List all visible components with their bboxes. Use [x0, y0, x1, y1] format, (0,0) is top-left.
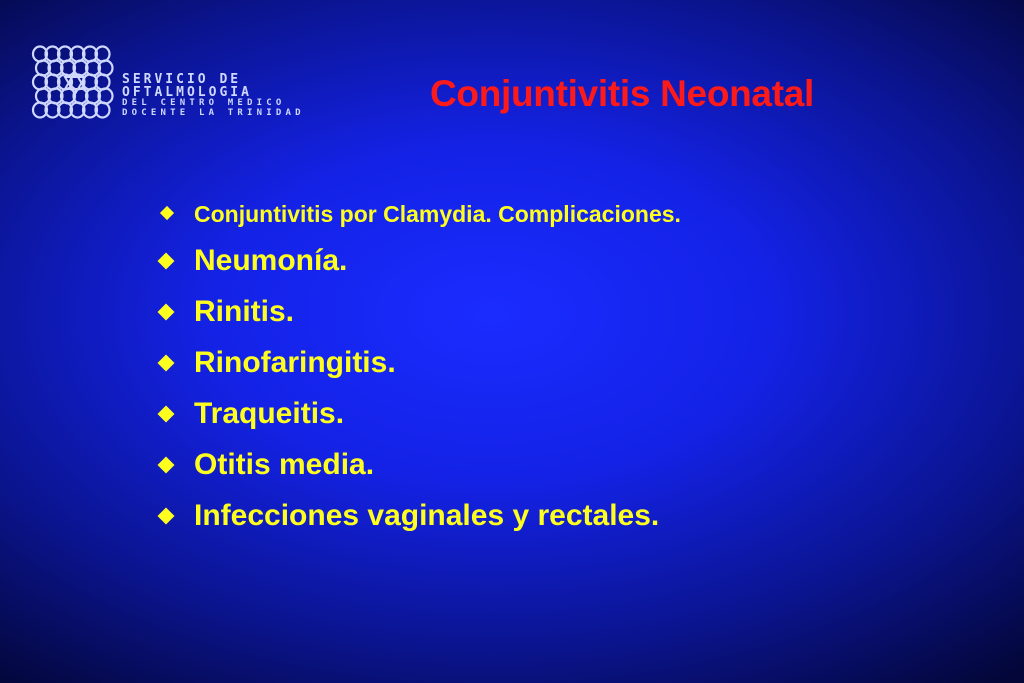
- slide-title: Conjuntivitis Neonatal: [430, 73, 814, 114]
- diamond-bullet-icon: [158, 355, 175, 372]
- bullet-text: Traqueitis.: [194, 397, 345, 430]
- logo-text: [122, 73, 305, 119]
- logo-line-2: OFTALMOLOGIA: [122, 85, 252, 100]
- bullet-item: [160, 289, 681, 340]
- logo-eye-rings-icon: [30, 45, 120, 125]
- bullet-text: Conjuntivitis por Clamydia. Complicaciones.: [194, 201, 681, 227]
- diamond-bullet-icon: [158, 406, 175, 423]
- bullet-text: Infecciones vaginales y rectales.: [194, 499, 660, 532]
- logo-line-1: SERVICIO DE: [122, 72, 242, 87]
- bullet-item: [160, 391, 681, 442]
- logo: [30, 45, 330, 125]
- bullet-item: [160, 442, 681, 493]
- diamond-bullet-icon: [158, 304, 175, 321]
- bullet-text: Rinofaringitis.: [194, 346, 396, 379]
- diamond-bullet-icon: [160, 206, 174, 220]
- bullet-list: [160, 192, 681, 544]
- diamond-bullet-icon: [158, 253, 175, 270]
- diamond-bullet-icon: [158, 508, 175, 525]
- diamond-bullet-icon: [158, 457, 175, 474]
- bullet-item: [160, 192, 681, 238]
- bullet-item: [160, 493, 681, 544]
- bullet-text: Otitis media.: [194, 448, 375, 481]
- bullet-item: [160, 238, 681, 289]
- logo-line-3: DEL CENTRO MEDICO: [122, 98, 286, 108]
- bullet-item: [160, 340, 681, 391]
- bullet-text: Rinitis.: [194, 295, 295, 328]
- logo-line-4: DOCENTE LA TRINIDAD: [122, 108, 305, 118]
- bullet-text: Neumonía.: [194, 244, 348, 277]
